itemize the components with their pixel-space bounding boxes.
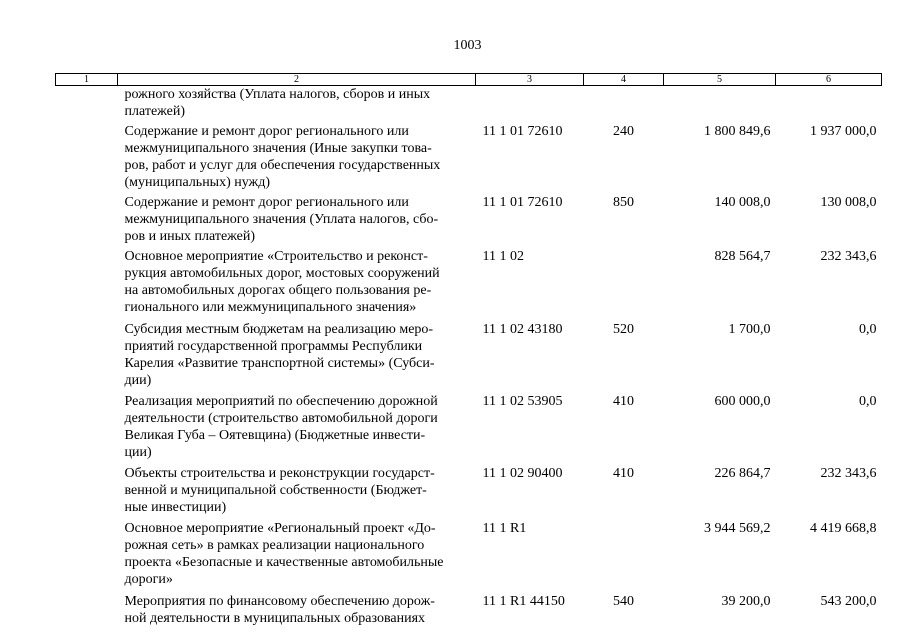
row-amount-year2-text: 0,0 <box>859 394 877 409</box>
row-expense-type-cell <box>584 516 664 588</box>
row-amount-year2-cell <box>776 389 882 461</box>
row-expense-type-text: 540 <box>613 594 634 609</box>
row-name-cell <box>118 316 476 389</box>
row-name-text: Основное мероприятие «Региональный проект «До- рожная сеть» в рамках реализации национального проекта «Безопасные и качественные автомобильные дороги» <box>124 521 444 587</box>
row-amount-year2-text: 130 008,0 <box>820 195 877 210</box>
row-amount-year1-cell <box>664 191 776 245</box>
row-name-text: Содержание и ремонт дорог регионального или межмуниципального значения (Иные закупки това- ров, работ и услуг для обеспечения государственных (муниципальных) нужд) <box>124 124 441 190</box>
row-amount-year2-cell <box>776 191 882 245</box>
row-code-text: 11 1 02 53905 <box>482 394 563 409</box>
row-name-text: Субсидия местным бюджетам на реализацию меро- приятий государственной программы Республики Карелия «Развитие транспортной системы» (Субси- дии) <box>124 322 435 388</box>
table-row <box>56 588 882 627</box>
row-expense-type-cell <box>584 461 664 516</box>
row-amount-year1-text: 39 200,0 <box>721 594 771 609</box>
row-code-cell <box>476 516 584 588</box>
table-row <box>56 245 882 316</box>
row-name-text: Объекты строительства и реконструкции государст- венной и муниципальной собственности (Бюджет- ные инвестиции) <box>124 466 435 515</box>
row-name-text: Основное мероприятие «Строительство и реконст- рукция автомобильных дорог, мостовых сооружений на автомобильных дорогах общего пользования ре- гионального или межмуниципального значения» <box>124 249 440 315</box>
row-amount-year1-cell <box>664 120 776 191</box>
row-name-text: рожного хозяйства (Уплата налогов, сборов и иных платежей) <box>124 87 431 119</box>
table-row <box>56 516 882 588</box>
row-number-cell <box>56 516 118 588</box>
row-code-cell <box>476 461 584 516</box>
row-number-cell <box>56 316 118 389</box>
page-number: 1003 <box>453 38 482 53</box>
row-expense-type-cell <box>584 316 664 389</box>
row-expense-type-cell <box>584 245 664 316</box>
row-expense-type-text: 520 <box>613 322 634 337</box>
column-header-1: 1 <box>56 74 118 86</box>
row-amount-year2-text: 1 937 000,0 <box>810 124 877 139</box>
row-name-text: Содержание и ремонт дорог регионального или межмуниципального значения (Уплата налогов, сбо- ров и иных платежей) <box>124 195 439 244</box>
row-expense-type-text: 410 <box>613 394 634 409</box>
row-amount-year1-cell <box>664 86 776 121</box>
row-number-cell <box>56 588 118 627</box>
budget-table <box>55 73 882 627</box>
row-number-cell <box>56 191 118 245</box>
row-amount-year2-text: 543 200,0 <box>820 594 877 609</box>
row-amount-year1-cell <box>664 461 776 516</box>
row-code-text: 11 1 02 43180 <box>482 322 563 337</box>
column-header-5: 5 <box>664 74 776 86</box>
table-row <box>56 120 882 191</box>
row-amount-year2-cell <box>776 316 882 389</box>
row-code-text: 11 1 R1 44150 <box>482 594 565 609</box>
row-amount-year2-cell <box>776 516 882 588</box>
column-header-4: 4 <box>584 74 664 86</box>
row-expense-type-cell <box>584 588 664 627</box>
row-name-cell <box>118 461 476 516</box>
row-expense-type-text: 410 <box>613 466 634 481</box>
row-amount-year1-text: 600 000,0 <box>714 394 771 409</box>
row-amount-year2-text: 232 343,6 <box>820 466 877 481</box>
row-amount-year2-text: 4 419 668,8 <box>810 521 877 536</box>
table-row <box>56 389 882 461</box>
row-expense-type-cell <box>584 120 664 191</box>
table-body <box>56 86 882 628</box>
row-amount-year1-text: 3 944 569,2 <box>704 521 771 536</box>
row-name-text: Реализация мероприятий по обеспечению дорожной деятельности (строительство автомобильной дороги Великая Губа – Оятевщина) (Бюджетные инвести- ции) <box>124 394 438 460</box>
row-name-cell <box>118 86 476 121</box>
row-expense-type-cell <box>584 191 664 245</box>
row-name-cell <box>118 588 476 627</box>
column-header-2: 2 <box>118 74 476 86</box>
row-number-cell <box>56 120 118 191</box>
column-header-3: 3 <box>476 74 584 86</box>
row-code-text: 11 1 01 72610 <box>482 195 563 210</box>
row-amount-year2-cell <box>776 245 882 316</box>
row-expense-type-text: 850 <box>613 195 634 210</box>
row-amount-year2-text: 232 343,6 <box>820 249 877 264</box>
row-code-cell <box>476 389 584 461</box>
row-code-text: 11 1 02 <box>482 249 524 264</box>
row-number-cell <box>56 461 118 516</box>
row-amount-year1-text: 1 700,0 <box>728 322 771 337</box>
row-amount-year1-cell <box>664 389 776 461</box>
table-row <box>56 316 882 389</box>
row-name-text: Мероприятия по финансовому обеспечению дорож- ной деятельности в муниципальных образованиях <box>124 594 435 626</box>
row-number-cell <box>56 245 118 316</box>
row-code-text: 11 1 R1 <box>482 521 527 536</box>
table-row <box>56 461 882 516</box>
row-amount-year1-text: 828 564,7 <box>714 249 771 264</box>
row-name-cell <box>118 191 476 245</box>
row-amount-year2-cell <box>776 588 882 627</box>
row-amount-year2-cell <box>776 120 882 191</box>
row-name-cell <box>118 245 476 316</box>
row-amount-year2-text: 0,0 <box>859 322 877 337</box>
row-amount-year1-text: 226 864,7 <box>714 466 771 481</box>
row-code-cell <box>476 86 584 121</box>
row-code-cell <box>476 245 584 316</box>
row-amount-year1-text: 140 008,0 <box>714 195 771 210</box>
row-number-cell <box>56 86 118 121</box>
row-amount-year2-cell <box>776 86 882 121</box>
row-code-cell <box>476 588 584 627</box>
row-code-cell <box>476 191 584 245</box>
row-code-text: 11 1 01 72610 <box>482 124 563 139</box>
row-amount-year1-cell <box>664 588 776 627</box>
row-amount-year2-cell <box>776 461 882 516</box>
table-row <box>56 191 882 245</box>
row-amount-year1-cell <box>664 245 776 316</box>
row-name-cell <box>118 516 476 588</box>
table-row <box>56 86 882 121</box>
row-code-cell <box>476 120 584 191</box>
row-expense-type-cell <box>584 389 664 461</box>
row-number-cell <box>56 389 118 461</box>
row-expense-type-text: 240 <box>613 124 634 139</box>
row-amount-year1-cell <box>664 316 776 389</box>
row-expense-type-cell <box>584 86 664 121</box>
row-amount-year1-cell <box>664 516 776 588</box>
row-name-cell <box>118 120 476 191</box>
row-code-cell <box>476 316 584 389</box>
header-row <box>56 74 882 86</box>
row-name-cell <box>118 389 476 461</box>
column-header-6: 6 <box>776 74 882 86</box>
row-code-text: 11 1 02 90400 <box>482 466 563 481</box>
row-amount-year1-text: 1 800 849,6 <box>704 124 771 139</box>
